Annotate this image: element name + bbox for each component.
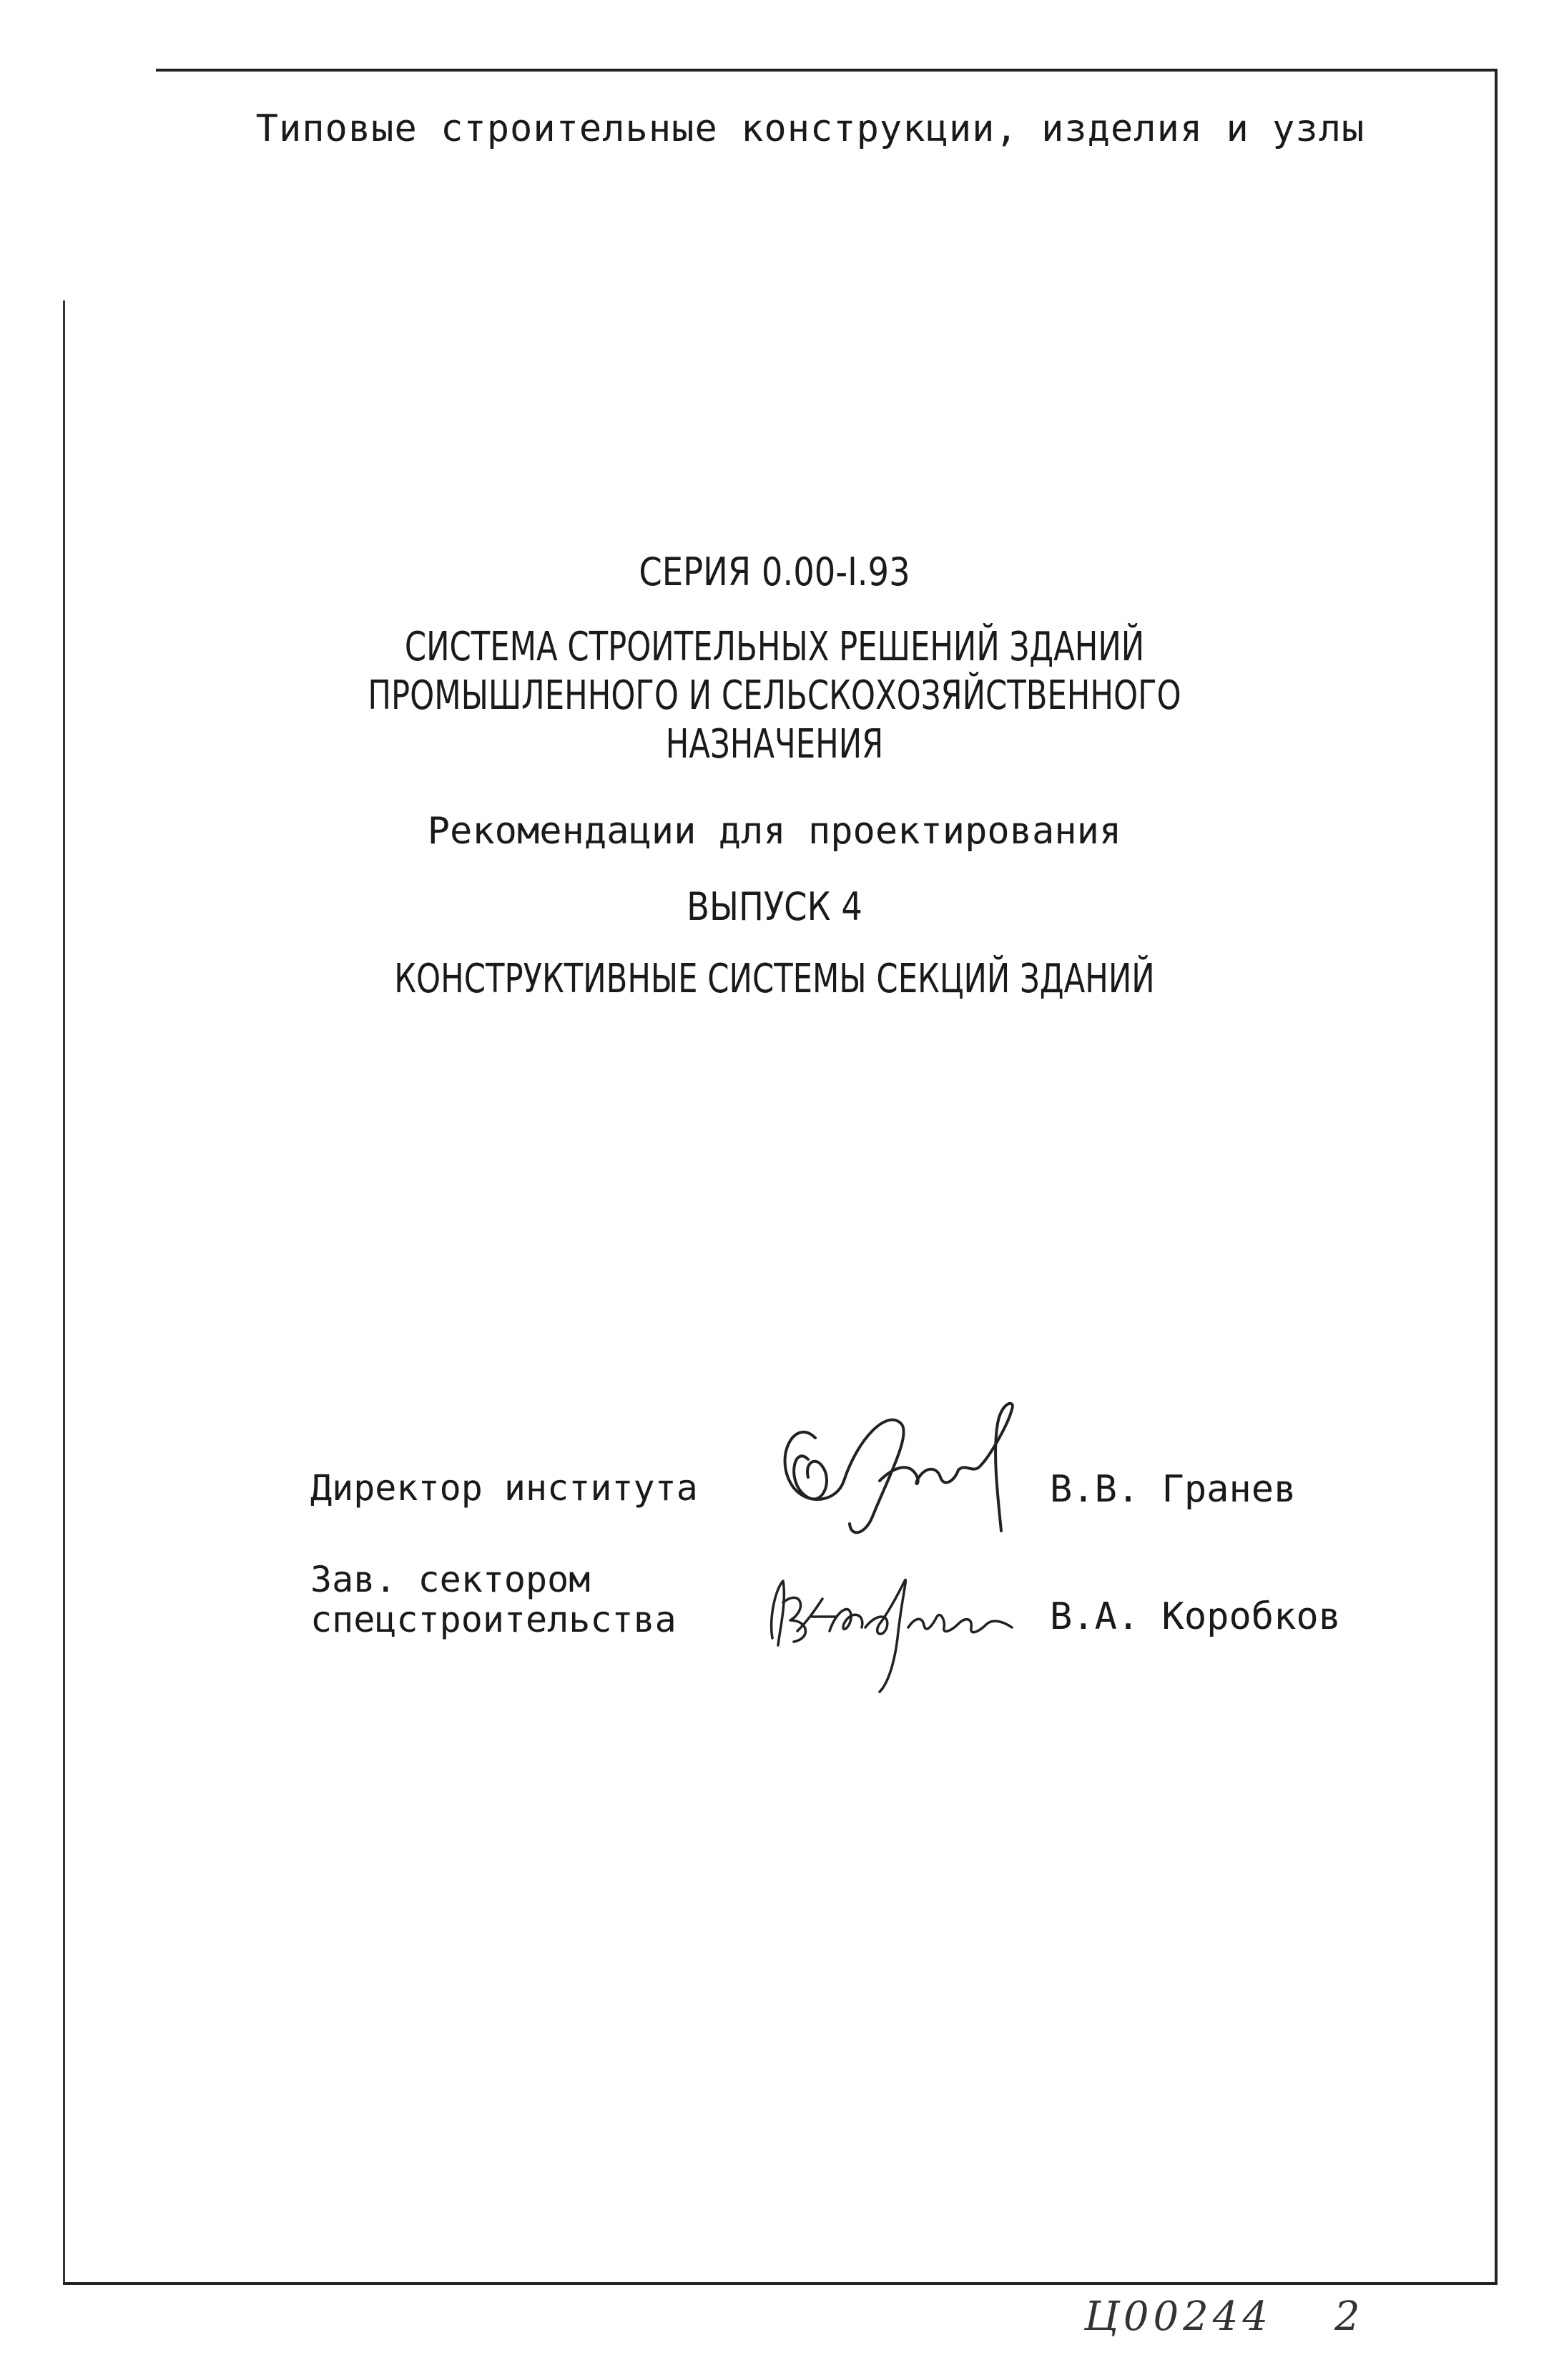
director-name: В.В. Гранев <box>1050 1468 1297 1511</box>
inventory-number: Ц00244 <box>1084 2293 1272 2340</box>
series-number: СЕРИЯ 0.00-I.93 <box>639 549 910 594</box>
sector-head-name: В.А. Коробков <box>1050 1595 1341 1638</box>
frame-top-border <box>156 69 1498 72</box>
issue-number: ВЫПУСК 4 <box>687 884 862 929</box>
sector-head-position-label <box>310 1559 677 1640</box>
issue-title: КОНСТРУКТИВНЫЕ СИСТЕМЫ СЕКЦИЙ ЗДАНИЙ <box>394 956 1155 1002</box>
system-title-line-2: ПРОМЫШЛЕННОГО И СЕЛЬСКОХОЗЯЙСТВЕННОГО <box>368 672 1181 719</box>
document-header: Типовые строительные конструкции, изделия и узлы <box>255 107 1365 150</box>
frame-right-border <box>1495 69 1498 2283</box>
frame-bottom-border <box>63 2282 1498 2285</box>
recommendations-subtitle: Рекомендации для проектирования <box>427 810 1122 853</box>
page-number: 2 <box>1334 2293 1360 2340</box>
director-position-label: Директор института <box>310 1467 698 1509</box>
system-title-line-1: СИСТЕМА СТРОИТЕЛЬНЫХ РЕШЕНИЙ ЗДАНИЙ <box>404 624 1145 670</box>
frame-left-border <box>63 300 65 2283</box>
sector-head-position-line-2: спецстроительства <box>310 1599 677 1640</box>
sector-head-signature <box>758 1559 1023 1695</box>
system-title-line-3: НАЗНАЧЕНИЯ <box>665 721 884 768</box>
director-signature <box>765 1395 1037 1567</box>
sector-head-position-line-1: Зав. сектором <box>310 1559 591 1600</box>
